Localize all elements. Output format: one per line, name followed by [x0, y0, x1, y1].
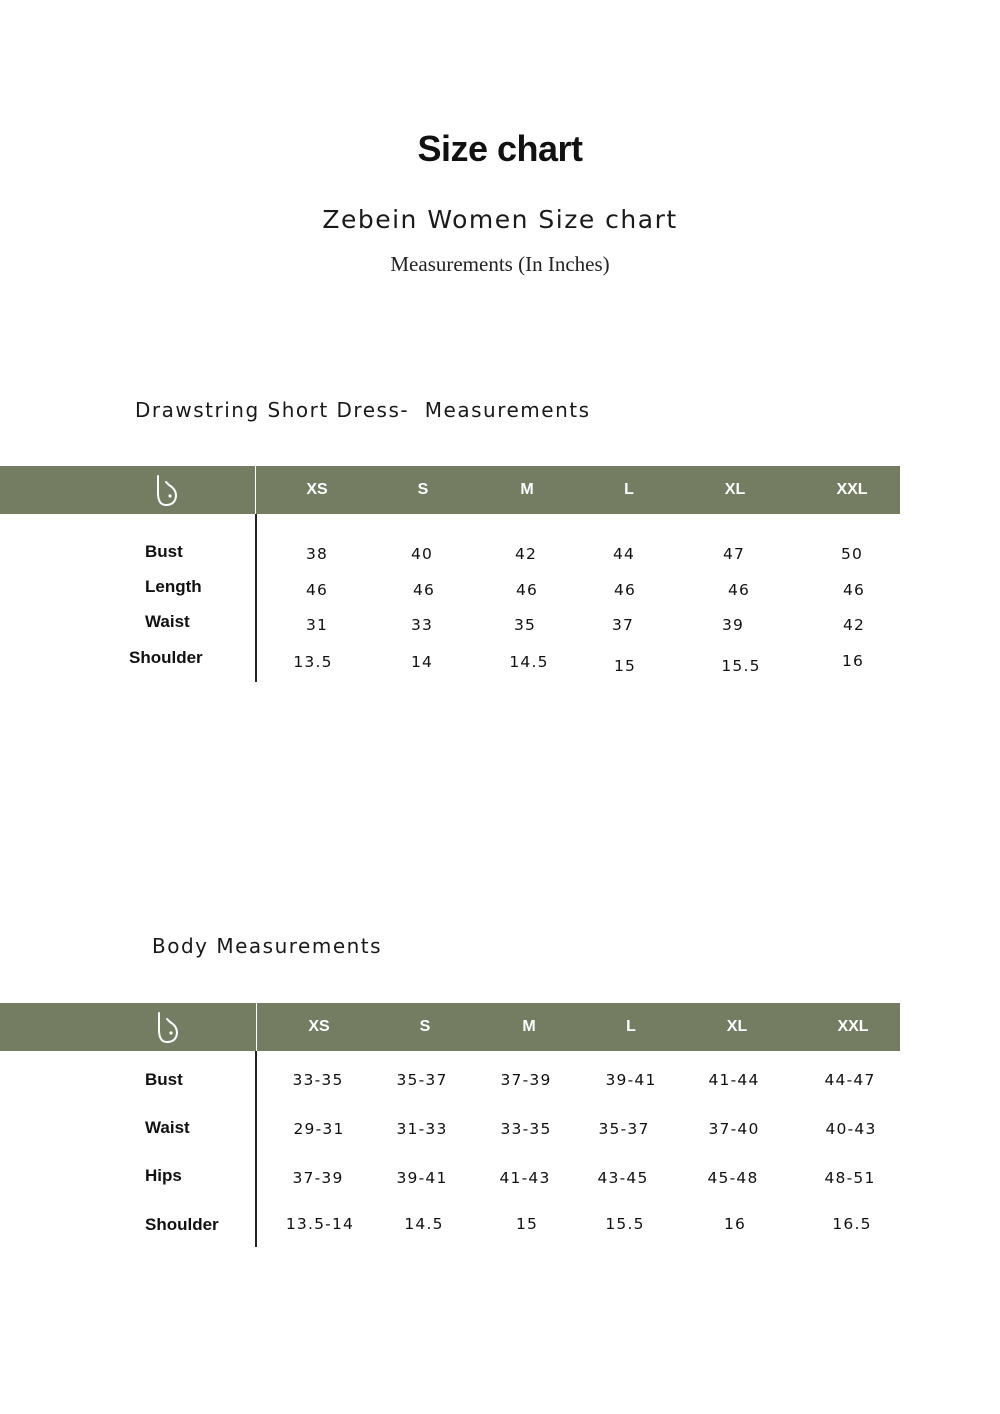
size-header-xs: XS	[308, 1018, 330, 1035]
table-cell: 42	[514, 545, 538, 563]
row-label-shoulder: Shoulder	[145, 1215, 219, 1234]
table-cell: 41-44	[708, 1071, 760, 1089]
size-header-s: S	[417, 481, 429, 498]
table-cell: 40-43	[825, 1120, 877, 1138]
table-cell: 15.5	[605, 1215, 645, 1233]
page-title: Size chart	[417, 128, 583, 169]
row-label-length: Length	[145, 577, 202, 596]
page-subtitle: Zebein Women Size chart	[322, 205, 678, 234]
table-cell: 46	[727, 581, 751, 599]
table-cell: 15.5	[721, 657, 761, 675]
table-cell: 31	[305, 616, 329, 634]
table-divider	[255, 1051, 257, 1247]
table-cell: 14.5	[404, 1215, 444, 1233]
table-cell: 16	[723, 1215, 747, 1233]
table-cell: 15	[613, 657, 637, 675]
table-cell: 13.5	[293, 653, 333, 671]
table-cell: 47	[722, 545, 746, 563]
table-cell: 16	[841, 652, 865, 670]
table-cell: 50	[840, 545, 864, 563]
table-cell: 33-35	[500, 1120, 552, 1138]
table-cell: 35-37	[396, 1071, 448, 1089]
table-cell: 40	[410, 545, 434, 563]
size-header-l: L	[626, 1018, 636, 1035]
size-header-l: L	[624, 481, 634, 498]
table-cell: 38	[305, 545, 329, 563]
table-cell: 35	[513, 616, 537, 634]
row-label-bust: Bust	[145, 542, 183, 561]
table-cell: 44-47	[824, 1071, 876, 1089]
header-divider	[256, 1003, 257, 1051]
size-header-xxl: XXL	[837, 1018, 869, 1035]
size-header-m: M	[522, 1018, 536, 1035]
table-cell: 37	[611, 616, 635, 634]
table-cell: 33	[410, 616, 434, 634]
size-header-m: M	[520, 481, 534, 498]
table-cell: 45-48	[707, 1169, 759, 1187]
table-cell: 33-35	[292, 1071, 344, 1089]
body-table-title: Body Measurements	[152, 934, 383, 958]
table-cell: 37-40	[708, 1120, 760, 1138]
table-cell: 37-39	[292, 1169, 344, 1187]
table-cell: 41-43	[499, 1169, 551, 1187]
dress-table-header	[0, 466, 900, 514]
dress-icon	[153, 1011, 181, 1049]
table-cell: 13.5-14	[285, 1215, 355, 1233]
table-cell: 46	[515, 581, 539, 599]
table-cell: 43-45	[597, 1169, 649, 1187]
size-header-s: S	[419, 1018, 431, 1035]
table-cell: 46	[412, 581, 436, 599]
size-header-xxl: XXL	[836, 481, 868, 498]
row-label-waist: Waist	[145, 1118, 190, 1137]
table-cell: 16.5	[832, 1215, 872, 1233]
header-divider	[255, 466, 256, 514]
size-header-xl: XL	[724, 481, 746, 498]
table-cell: 44	[612, 545, 636, 563]
table-cell: 37-39	[500, 1071, 552, 1089]
table-cell: 42	[842, 616, 866, 634]
size-header-xs: XS	[306, 481, 328, 498]
row-label-hips: Hips	[145, 1166, 182, 1185]
table-cell: 48-51	[824, 1169, 876, 1187]
table-cell: 46	[305, 581, 329, 599]
dress-table-title: Drawstring Short Dress- Measurements	[135, 398, 591, 422]
table-cell: 46	[842, 581, 866, 599]
size-header-xl: XL	[726, 1018, 748, 1035]
row-label-bust: Bust	[145, 1070, 183, 1089]
table-cell: 15	[515, 1215, 539, 1233]
units-note: Measurements (In Inches)	[390, 252, 610, 276]
table-cell: 39-41	[605, 1071, 657, 1089]
table-cell: 39-41	[396, 1169, 448, 1187]
table-cell: 31-33	[396, 1120, 448, 1138]
table-cell: 14.5	[509, 653, 549, 671]
table-cell: 29-31	[293, 1120, 345, 1138]
table-cell: 39	[721, 616, 745, 634]
table-divider	[255, 514, 257, 682]
row-label-shoulder: Shoulder	[129, 648, 203, 667]
table-cell: 46	[613, 581, 637, 599]
table-cell: 35-37	[598, 1120, 650, 1138]
dress-icon	[152, 474, 180, 512]
body-table-header	[0, 1003, 900, 1051]
row-label-waist: Waist	[145, 612, 190, 631]
table-cell: 14	[410, 653, 434, 671]
